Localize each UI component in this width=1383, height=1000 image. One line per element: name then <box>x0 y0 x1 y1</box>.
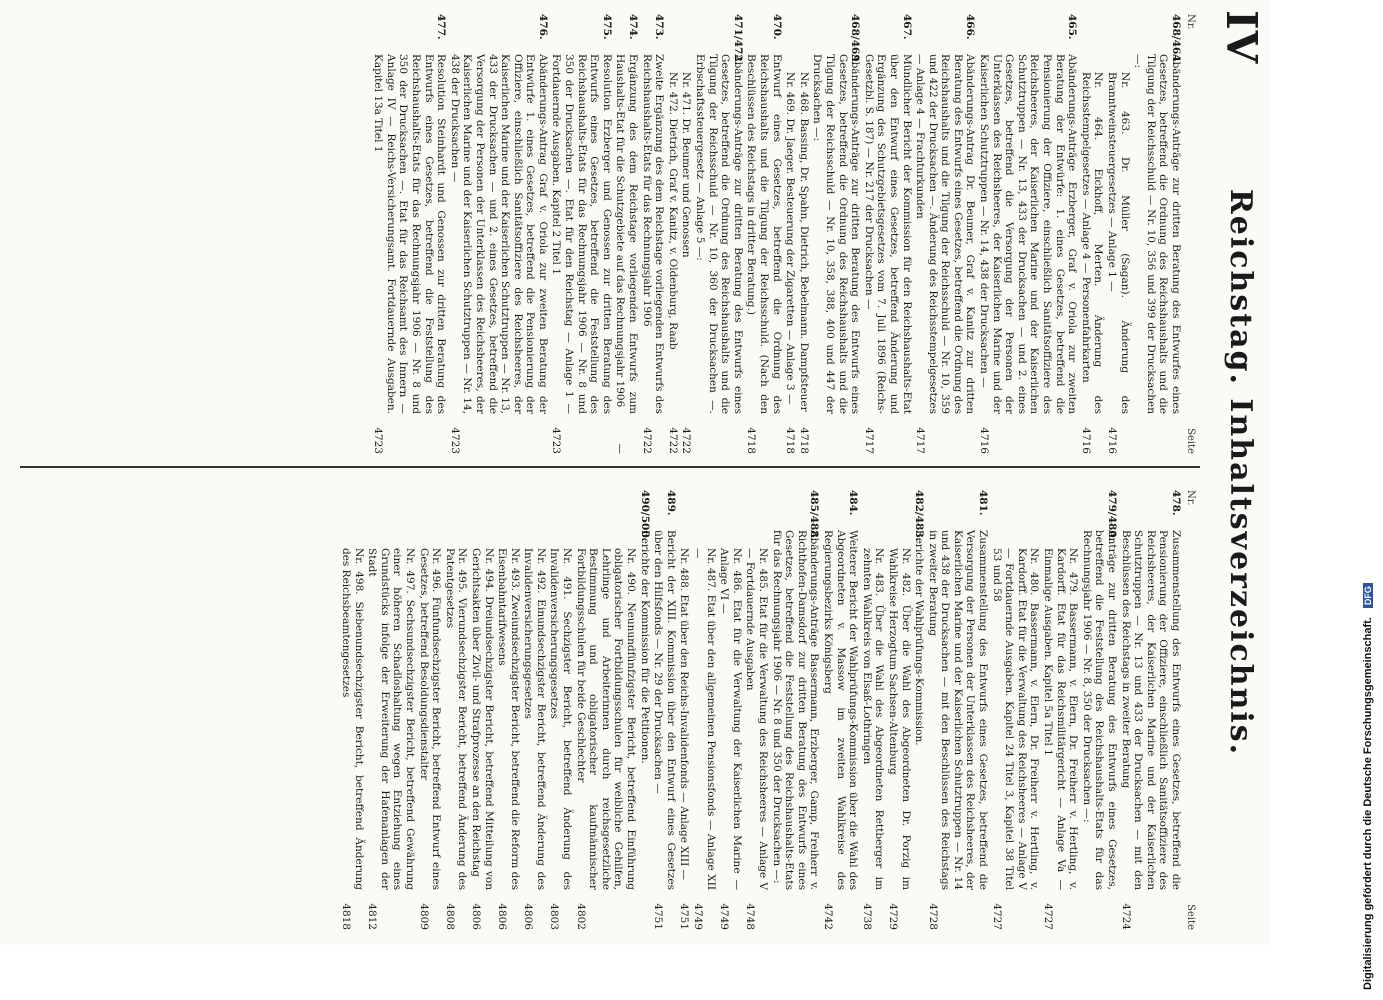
page-roman-numeral: IV <box>1217 10 1266 65</box>
toc-entry <box>926 490 989 930</box>
entry-text: Berichte der Kommission für die Petitionen. <box>638 530 651 764</box>
entry-page: 4718 <box>745 427 758 454</box>
entry-text: Resolution Steinhardt und Genossen zur dritten Beratung des Entwurfs eines Gesetzes, betreffend die Feststellung des Reichshaushalts-Etats für das Rechnungsjahr 1906 — Nr. 8 und 350 der Drucksachen —. Etat für das Reichsamt des Innern — Anlage IV — Reichs-Versicherungsamt. Fortdauernde Ausgaben. Kapitel 13a Titel 1 <box>372 54 448 414</box>
entry-page: 4808 <box>443 903 456 930</box>
toc-entry <box>1079 14 1104 454</box>
entry-page: 4716 <box>978 427 991 454</box>
entry-page: 4749 <box>718 903 731 930</box>
entry-text: Abänderungs-Anträge zur dritten Beratung des Entwurfs eines Gesetzes, betreffend die Ordnung des Reichshaushalts und die Tilgung der Reichsschuld — Nr. 10, 358, 388, 400 und 447 der Drucksachen —: <box>811 54 862 414</box>
entry-text: Nr. 486. Etat für die Verwaltung der Kaiserlichen Marine — Anlage VI — <box>718 548 743 890</box>
entry-page: 4717 <box>914 427 927 454</box>
entry-text: Nr. 498. Siebenundsechzigster Bericht, betreffend Änderung des Reichsbeamtengesetzes <box>340 548 365 890</box>
entry-number: 478. <box>1170 490 1182 516</box>
entry-text: Nr. 488. Etat über den Reichs-Invalidenfonds — Anlage XIII — <box>678 548 691 881</box>
credit-text: Digitalisierung gefördert durch die Deutsche Forschungsgemeinschaft. <box>1362 617 1374 990</box>
entry-text: Nr. 490. Neunundfünfzigster Bericht, betreffend Einführung obligatorischer Fortbildungsschulen für weibliche Gehilfen, Lehrlinge und Arbeiterinnen durch reichsgesetzliche Bestimmung und obligatorischer kaufmännischer Fortbildungsschulen für beide Geschlechter <box>574 548 638 890</box>
entry-text: Nr. 496. Fünfundsechzigster Bericht, betreffend Entwurf eines Gesetzes, betreffend Besoldungsdienstalter <box>417 548 443 890</box>
entry-page: 4751 <box>678 903 691 930</box>
entry-number: 484. <box>847 490 860 516</box>
dfg-logo: DFG <box>1363 583 1373 608</box>
entry-number: 477. <box>435 14 448 40</box>
toc-entry <box>417 490 442 930</box>
entry-page: 4728 <box>926 903 939 930</box>
entry-page: 4722 <box>680 427 693 454</box>
toc-entry <box>548 490 573 930</box>
toc-entry <box>821 490 859 930</box>
entry-number: 479/480. <box>1106 490 1119 542</box>
entry-number: 485/488. <box>808 490 821 542</box>
entry-page: 4748 <box>744 903 757 930</box>
toc-entry <box>745 14 783 454</box>
entry-text: Nr. 492. Einundsechzigster Bericht, betreffend Änderung des Invalidenversicherungsgesetzes <box>522 548 547 890</box>
entry-text: Nr. 469. Dr. Jaeger. Besteuerung der Zigaretten — Anlage 3 — <box>784 72 797 405</box>
toc-entry <box>443 490 468 930</box>
entry-number: 467. <box>900 14 913 40</box>
toc-entry <box>469 490 494 930</box>
entry-page: 4802 <box>574 903 587 930</box>
entry-number: 482/483. <box>913 490 926 542</box>
entry-number: 474. <box>627 14 640 40</box>
entry-text: Abänderungs-Anträge Bassermann, Erzberger, Gamp, Freiherr v. Richthofen-Damsdorf zur dritten Beratung des Entwurfs eines Gesetzes, betreffend die Feststellung des Reichshaushalts-Etats für das Rechnungsjahr 1906 — Nr. 8 und 350 der Drucksachen —: <box>770 530 821 890</box>
entry-page: 4724 <box>1119 903 1132 930</box>
seite-heading: Seite <box>1185 428 1196 454</box>
toc-entry <box>693 14 743 454</box>
entry-text: Nr. 463. Dr. Müller (Sagan). Änderung des Branntweinsteuergesetzes — Anlage 1 — <box>1106 72 1131 414</box>
entry-text: Berichte der Wahlprüfungs-Kommission. <box>913 530 926 746</box>
toc-entry <box>522 490 547 930</box>
entry-text: Abänderungs-Anträge zur dritten Beratung des Entwurfes eines Gesetzes, betreffend die Ordnung des Reichshaushalts und die Tilgung der Reichsschuld — Nr. 10, 356 und 399 der Drucksachen —: <box>1132 54 1182 414</box>
toc-entry <box>372 14 448 454</box>
entry-page: 4723 <box>550 427 563 454</box>
toc-entry <box>614 14 639 454</box>
entry-page: 4723 <box>448 427 461 454</box>
toc-entry <box>914 14 977 454</box>
toc-entry <box>860 490 885 930</box>
entry-number: 468/464. <box>1170 14 1182 66</box>
entry-page: 4716 <box>1106 427 1119 454</box>
entry-text: Nr. 464. Eickhoff, Merten. Änderung des Reichsstempelgesetzes — Anlage 4 — Personenfahrkarten <box>1079 72 1105 414</box>
entry-text: Entwurf eines Gesetzes, betreffend die Ordnung des Reichshaushalts und die Tilgung der Reichsschuld. (Nach den Beschlüssen des Reichstags in dritter Beratung.) <box>745 54 783 414</box>
entry-number: 481. <box>977 490 990 516</box>
page-title: Reichstag. Inhaltsverzeichnis. <box>1223 188 1258 757</box>
entry-text: Bericht der XIII. Kommission über den Entwurf eines Gesetzes über den Hilfsfonds — Nr. 29 der Drucksachen — <box>652 530 677 890</box>
entry-text: Nr. 471. Dr. Beumer und Genossen <box>680 72 693 258</box>
entry-text: Resolution Erzberger und Genossen zur dritten Beratung des Entwurfs eines Gesetzes, betreffend die Feststellung des Reichshaushalts-Etats für das Rechnungsjahr 1906 — Nr. 8 und 350 der Drucksachen —. Etat für den Reichstag — Anlage 1 — Fortdauernde Ausgaben. Kapitel 2 Titel 1 <box>550 54 613 414</box>
toc-entry <box>978 14 1079 454</box>
right-column-head <box>1182 490 1196 930</box>
toc-entry <box>784 14 797 454</box>
entry-page: 4727 <box>990 903 1003 930</box>
entry-page: 4723 <box>372 427 385 454</box>
entry-page: 4729 <box>886 903 899 930</box>
toc-entry <box>652 490 677 930</box>
toc-entry <box>678 490 691 930</box>
entry-page: 4806 <box>469 903 482 930</box>
digitization-credit <box>1362 10 1374 990</box>
entry-page: 4751 <box>652 903 665 930</box>
toc-entry <box>1119 490 1182 930</box>
toc-entry <box>448 14 549 454</box>
entry-text: Nr. 497. Sechsundsechzigster Bericht, betreffend Gewährung einer höheren Schadloshaltung wegen Entziehung eines Grundstücks infolge der Erweiterung der Hafenanlagen der Stadt <box>366 548 416 890</box>
entry-number: 466. <box>964 14 977 40</box>
nr-heading: Nr. <box>1185 14 1196 30</box>
toc-entry <box>574 490 637 930</box>
entry-number: 468/469. <box>849 14 862 66</box>
entry-text: Weiterer Bericht der Wahlprüfungs-Kommission über die Wahl des Abgeordneten v. Massow im zweiten Wahlkreise des Regierungsbezirks Königsberg <box>821 530 860 890</box>
entry-page: 4717 <box>862 427 875 454</box>
entry-text: Abänderungs-Anträge Erzberger, Graf v. Oriola zur zweiten Beratung der Entwürfe: 1. eines Gesetzes, betreffend die Pensionierung der Offiziere, einschließlich Sanitätsoffiziere des Reichsheeres, der Kaiserlichen Marine und der Kaiserlichen Schutztruppen — Nr. 13, 433 der Drucksachen — und 2. eines Gesetzes, betreffend die Versorgung der Personen der Unterklassen des Reichsheeres, der Kaiserlichen Marine und der Kaiserlichen Schutztruppen — Nr. 14, 438 der Drucksachen — <box>978 54 1079 414</box>
left-column <box>371 14 1196 454</box>
entry-page: 4722 <box>666 427 679 454</box>
toc-entry <box>638 490 651 930</box>
entry-number: 471/472. <box>731 14 744 66</box>
toc-entry <box>339 490 364 930</box>
toc-entry <box>886 490 911 930</box>
toc-entry <box>718 490 743 930</box>
toc-entry <box>913 490 926 930</box>
left-entry-list <box>372 14 1182 454</box>
entry-page: 4818 <box>340 903 352 930</box>
entry-page: 4749 <box>692 903 705 930</box>
toc-entry <box>691 490 716 930</box>
entry-text: Mündlicher Bericht der Kommission für den Reichshaushalts-Etat über den Entwurf eines Gesetzes, betreffend Änderung und Ergänzung des Schutzgebietsgesetzes vom 7. Juli 1896 (Reichs-Gesetzbl. S. 187) — Nr. 217 der Drucksachen — <box>862 54 913 414</box>
entry-page: 4812 <box>366 903 379 930</box>
toc-entry <box>680 14 693 454</box>
column-divider <box>20 466 1200 468</box>
entry-page: 4742 <box>821 903 834 930</box>
left-column-head <box>1182 14 1196 454</box>
toc-entry <box>744 490 769 930</box>
right-column <box>338 490 1196 930</box>
toc-entry <box>1041 490 1079 930</box>
entry-number: 473. <box>653 14 666 40</box>
entry-page: 4806 <box>496 903 509 930</box>
entry-page: 4718 <box>784 427 797 454</box>
toc-entry <box>990 490 1040 930</box>
toc-entry <box>640 14 665 454</box>
entry-number: 490/500. <box>638 490 651 542</box>
entry-text: Nr. 482. Über die Wahl des Abgeordneten Dr. Porzig im Wahlkreise Herzogtum Sachsen-Altenburg <box>886 548 912 890</box>
toc-entry <box>496 490 521 930</box>
entry-text: Nr. 483. Über die Wahl des Abgeordneten Rettberger im zehnten Wahlkreis von Elsaß-Lothringen <box>860 548 886 890</box>
entry-page: 4716 <box>1079 427 1092 454</box>
entry-page: 4727 <box>1042 903 1055 930</box>
entry-text: Zusammenstellung des Entwurfs eines Gesetzes, betreffend die Versorgung der Personen der Unterklassen des Reichsheeres, der Kaiserlichen Marine und der Kaiserlichen Schutztruppen — Nr. 14 und 438 der Drucksachen — mit den Beschlüssen des Reichstags in zweiter Beratung <box>926 530 990 890</box>
toc-entry <box>666 14 679 454</box>
entry-text: Zweite Ergänzung des dem Reichstage vorliegenden Entwurfs des Reichshaushalts-Etats für das Rechnungsjahr 1906 <box>640 54 666 414</box>
entry-page: 4718 <box>797 427 810 454</box>
entry-text: Zusammenstellung des Entwurfs eines Gesetzes, betreffend die Pensionierung der Offiziere, einschließlich Sanitätsoffiziere des Reichsheeres, der Kaiserlichen Marine und der Kaiserlichen Schutztruppen — Nr. 13 und 433 der Drucksachen — mit den Beschlüssen des Reichstags in zweiter Beratung <box>1119 530 1182 890</box>
nr-heading: Nr. <box>1185 490 1196 506</box>
toc-entry <box>797 14 810 454</box>
entry-number: 475. <box>600 14 613 40</box>
entry-page: 4722 <box>640 427 653 454</box>
entry-text: Nr. 468. Bassing, Dr. Spahn, Dietrich, Bebelmann. Dampfsteuer <box>797 72 810 412</box>
entry-text: Abänderungs-Anträge zur dritten Beratung des Entwurfs eines Gesetzes, betreffend die Ordnung des Reichshaushalts und die Tilgung der Reichsschuld — Nr. 10, 360 der Drucksachen —. Erbschaftssteuergesetz — Anlage 5 —: <box>694 54 744 414</box>
toc-entry <box>811 14 861 454</box>
entry-text: Nr. 494. Dreiundsechzigster Bericht, betreffend Mitteilung von Gerichtsakten über Zivil- und Strafprozesse an den Reichstag <box>469 548 495 890</box>
entry-number: 470. <box>770 14 783 40</box>
toc-entry <box>550 14 613 454</box>
toc-entry <box>1105 14 1130 454</box>
entry-page: — <box>614 443 627 454</box>
right-entry-list <box>339 490 1182 930</box>
entry-text: Nr. 495. Vierundsechzigster Bericht, betreffend Änderung des Patentgesetzes <box>443 548 469 890</box>
entry-number: 476. <box>536 14 549 40</box>
entry-text: Anträge zur dritten Beratung des Entwurfs eines Gesetzes, betreffend die Feststellung des Reichshaushalts-Etats für das Rechnungsjahr 1906 — Nr. 8, 350 der Drucksachen —: <box>1080 530 1119 890</box>
entry-text: Ergänzung des dem Reichstage vorliegenden Entwurfs zum Haushalts-Etat für die Schutzgebiete auf das Rechnungsjahr 1906 <box>614 54 640 414</box>
entry-text: Abänderungs-Antrag Dr. Beumer, Graf v. Kanitz zur dritten Beratung des Entwurfs eines Gesetzes, betreffend die Ordnung des Reichshaushalts und die Tilgung der Reichsschuld — Nr. 10, 359 und 422 der Drucksachen —. Änderung des Reichsstempelgesetzes — Anlage 4 — Frachturkunden <box>914 54 977 414</box>
entry-number: 465. <box>1066 14 1079 40</box>
entry-page: 4738 <box>860 903 873 930</box>
entry-page: 4806 <box>522 903 535 930</box>
entry-text: Nr. 491. Sechzigster Bericht, betreffend Änderung des Invalidenversicherungsgesetzes <box>548 548 574 890</box>
entry-text: Nr. 487. Etat über den allgemeinen Pensionsfonds — Anlage XII — <box>692 548 717 890</box>
seite-heading: Seite <box>1185 904 1196 930</box>
entry-text: Nr. 472. Dietrich, Graf v. Kanitz, v. Oldenburg, Raab <box>666 72 679 350</box>
entry-text: Nr. 479. Bassermann, v. Elern, Dr. Freiherr v. Hertling, v. Kardorff. Etat für das Reichsmilitärgericht — Anlage Va — Einmalige Ausgaben. Kapitel 5a Titel 1 <box>1042 548 1080 890</box>
toc-entry <box>770 490 820 930</box>
entry-text: Nr. 485. Etat für die Verwaltung des Reichsheeres — Anlage V — Fortdauernde Ausgaben <box>744 548 769 890</box>
toc-entry <box>1080 490 1118 930</box>
entry-text: Nr. 480. Bassermann, v. Elern, Dr. Freiherr v. Hertling, v. Kardorff. Etat für die Verwaltung des Reichsheeres — Anlage V — Fortdauernde Ausgaben. Kapitel 24 Titel 3, Kapitel 38 Titel 53 und 58 <box>990 548 1041 890</box>
toc-entry <box>366 490 416 930</box>
toc-entry <box>862 14 912 454</box>
toc-entry <box>1132 14 1182 454</box>
entry-page: 4809 <box>417 903 430 930</box>
entry-number: 489. <box>664 490 677 516</box>
entry-page: 4803 <box>548 903 561 930</box>
page-header <box>1210 0 1270 945</box>
entry-text: Nr. 493. Zweiundsechzigster Bericht, betreffend die Reform des Eisenbahntarifwesens <box>496 548 521 890</box>
entry-text: Abänderungs-Antrag Graf v. Oriola zur zweiten Beratung der Entwürfe 1. eines Gesetzes, betreffend die Pensionierung der Offiziere, einschließlich Sanitätsoffiziere des Reichsheeres, der Kaiserlichen Marine und der Kaiserlichen Schutztruppen — Nr. 13, 433 der Drucksachen — und 2. eines Gesetzes, betreffend die Versorgung der Personen der Unterklassen des Reichsheeres, der Kaiserlichen Marine und der Kaiserlichen Schutztruppen — Nr. 14, 438 der Drucksachen — <box>448 54 549 414</box>
